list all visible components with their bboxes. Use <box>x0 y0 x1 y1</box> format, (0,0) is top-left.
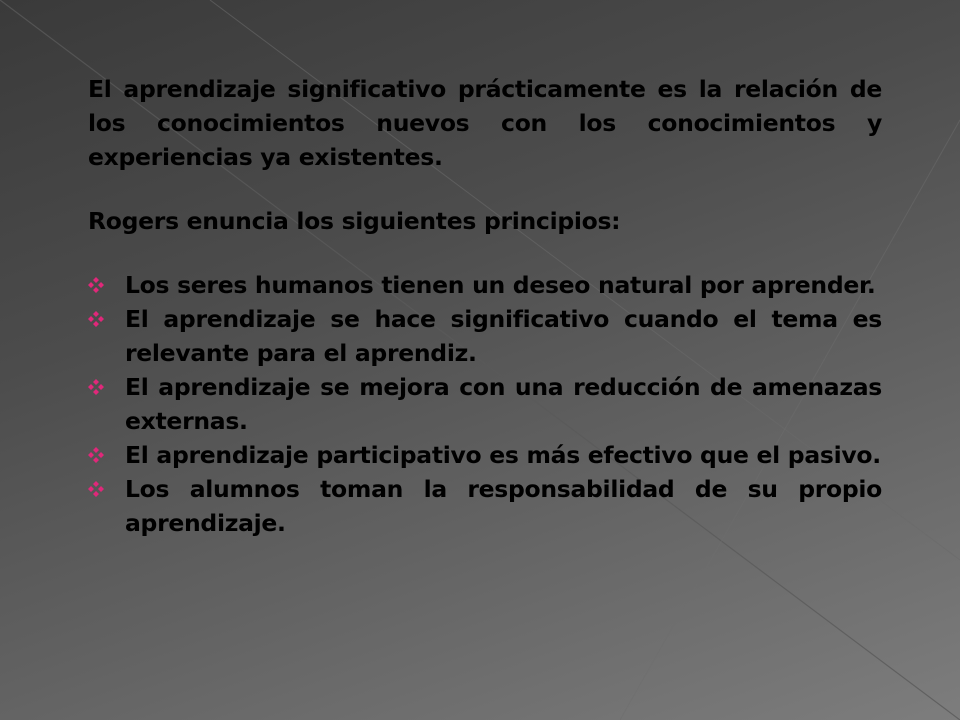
list-item <box>88 370 882 438</box>
principle-text: El aprendizaje se hace significativo cuando el tema es relevante para el aprendiz. <box>125 305 882 367</box>
principle-text: Los alumnos toman la responsabilidad de su propio aprendizaje. <box>125 475 882 537</box>
principles-list <box>88 268 882 540</box>
list-item <box>88 302 882 370</box>
principles-heading: Rogers enuncia los siguientes principios: <box>88 207 621 235</box>
list-item <box>88 438 882 472</box>
principle-text: El aprendizaje se mejora con una reducción de amenazas externas. <box>125 373 882 435</box>
four-diamond-bullet-icon <box>88 311 104 327</box>
principle-text: El aprendizaje participativo es más efectivo que el pasivo. <box>125 441 881 469</box>
four-diamond-bullet-icon <box>88 277 104 293</box>
four-diamond-bullet-icon <box>88 379 104 395</box>
four-diamond-bullet-icon <box>88 447 104 463</box>
slide-content <box>88 72 882 540</box>
list-item <box>88 268 882 302</box>
principle-text: Los seres humanos tienen un deseo natural por aprender. <box>125 271 876 299</box>
list-item <box>88 472 882 540</box>
four-diamond-bullet-icon <box>88 481 104 497</box>
intro-paragraph: El aprendizaje significativo prácticamente es la relación de los conocimientos nuevos con los conocimientos y experiencias ya existentes. <box>88 75 882 171</box>
